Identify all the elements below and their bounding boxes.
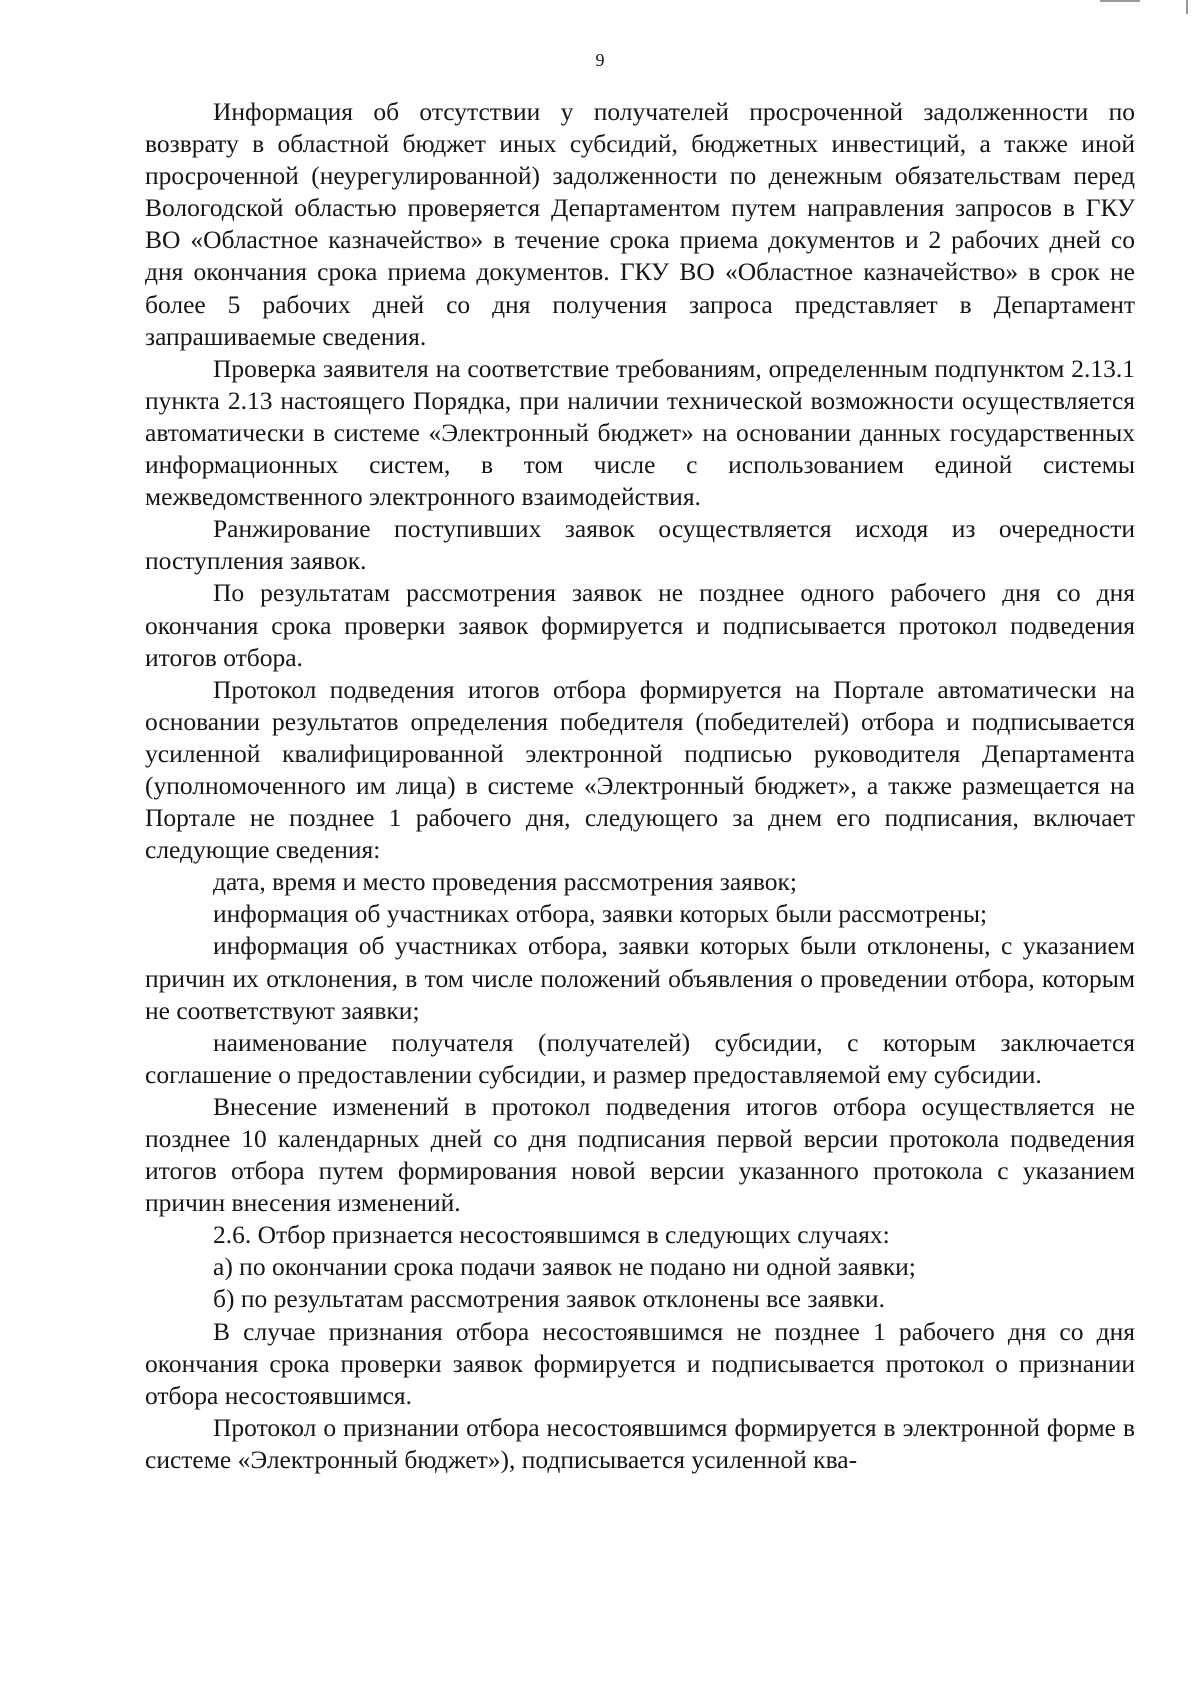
list-item: информация об участниках отбора, заявки которых были отклонены, с указанием причин их отклонения, в том числе положений объявления о проведении отбора, которым не соответствуют заявки; [145,931,1135,1025]
scan-edge-mark [1186,0,1188,14]
list-item: б) по результатам рассмотрения заявок отклонены все заявки. [213,1284,885,1314]
section-heading: 2.6. Отбор признается несостоявшимся в следующих случаях: [213,1220,890,1250]
paragraph: По результатам рассмотрения заявок не позднее одного рабочего дня со дня окончания срока проверки заявок формируется и подписывается протокол подведения итогов отбора. [145,578,1135,672]
list-item: а) по окончании срока подачи заявок не подано ни одной заявки; [213,1252,916,1282]
paragraph: Внесение изменений в протокол подведения итогов отбора осуществляется не позднее 10 календарных дней со дня подписания первой версии протокола подведения итогов отбора путем формирования новой версии указанного протокола с указанием причин внесения изменений. [145,1091,1135,1218]
paragraph: Ранжирование поступивших заявок осуществляется исходя из очередности поступления заявок. [145,514,1135,576]
paragraph: Проверка заявителя на соответствие требованиям, определенным подпунктом 2.13.1 пункта 2.13 настоящего Порядка, при наличии технической возможности осуществляется автоматически в системе «Электронный бюджет» на основании данных государственных информационных систем, в том числе с использованием единой системы межведомственного электронного взаимодействия. [145,353,1135,512]
list-item: наименование получателя (получателей) субсидии, с которым заключается соглашение о предоставлении субсидии, и размер предоставляемой ему субсидии. [145,1027,1135,1089]
paragraph: В случае признания отбора несостоявшимся не позднее 1 рабочего дня со дня окончания срока проверки заявок формируется и подписывается протокол о признании отбора несостоявшимся. [145,1316,1135,1410]
paragraph: Информация об отсутствии у получателей просроченной задолженности по возврату в областной бюджет иных субсидий, бюджетных инвестиций, а также иной просроченной (неурегулированной) задолженности по денежным обязательствам перед Вологодской областью проверяется Департаментом путем направления запросов в ГКУ ВО «Областное казначейство» в течение срока приема документов и 2 рабочих дней со дня окончания срока приема документов. ГКУ ВО «Областное казначейство» в срок не более 5 рабочих дней со дня получения запроса представляет в Департамент запрашиваемые сведения. [145,97,1135,351]
list-item: информация об участниках отбора, заявки которых были рассмотрены; [213,899,988,929]
paragraph: Протокол о признании отбора несостоявшимся формируется в электронной форме в системе «Электронный бюджет»), подписывается усиленной ква- [145,1412,1135,1474]
scan-edge-mark [1100,0,1140,2]
list-item: дата, время и место проведения рассмотрения заявок; [213,867,797,897]
document-body [145,96,1135,1476]
paragraph: Протокол подведения итогов отбора формируется на Портале автоматически на основании результатов определения победителя (победителей) отбора и подписывается усиленной квалифицированной электронной подписью руководителя Департамента (уполномоченного им лица) в системе «Электронный бюджет», а также размещается на Портале не позднее 1 рабочего дня, следующего за днем его подписания, включает следующие сведения: [145,674,1135,865]
page-number: 9 [595,50,605,70]
